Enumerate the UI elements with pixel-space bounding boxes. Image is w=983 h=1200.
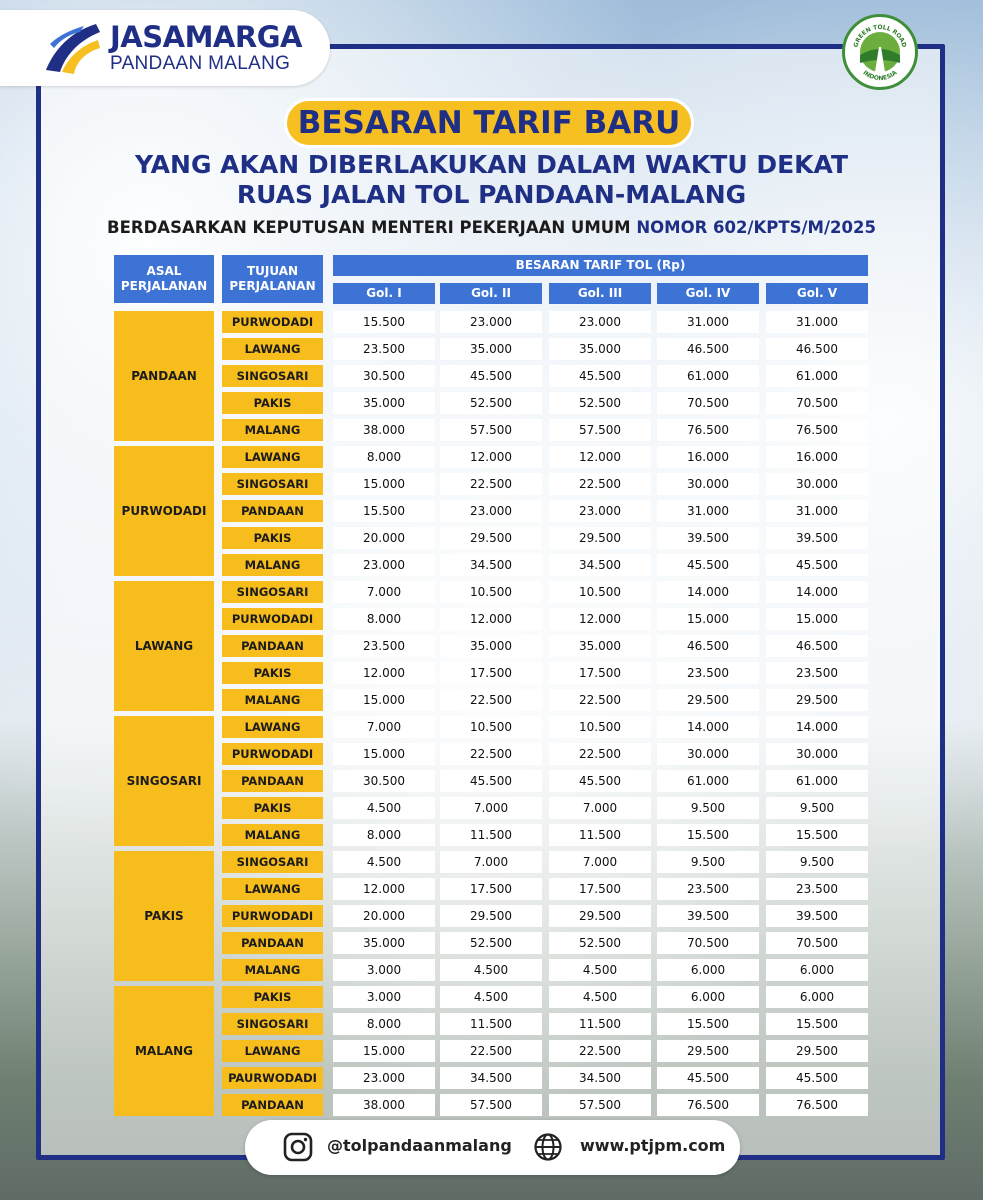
destination-cell: LAWANG bbox=[222, 878, 323, 900]
tariff-cell: 70.500 bbox=[657, 932, 759, 954]
tariff-cell: 52.500 bbox=[549, 932, 651, 954]
tariff-cell: 35.000 bbox=[549, 635, 651, 657]
tariff-cell: 23.500 bbox=[766, 878, 868, 900]
tariff-cell: 46.500 bbox=[657, 635, 759, 657]
tariff-cell: 8.000 bbox=[333, 1013, 435, 1035]
destination-cell: MALANG bbox=[222, 824, 323, 846]
jasamarga-logo-icon bbox=[40, 20, 102, 76]
green-toll-road-badge bbox=[842, 14, 918, 90]
tariff-cell: 15.000 bbox=[333, 473, 435, 495]
header-destination: TUJUAN PERJALANAN bbox=[222, 255, 323, 303]
destination-cell: PAKIS bbox=[222, 797, 323, 819]
tariff-cell: 31.000 bbox=[766, 500, 868, 522]
tariff-cell: 9.500 bbox=[766, 797, 868, 819]
tariff-cell: 76.500 bbox=[657, 1094, 759, 1116]
destination-cell: SINGOSARI bbox=[222, 581, 323, 603]
tariff-cell: 35.000 bbox=[333, 392, 435, 414]
tariff-cell: 57.500 bbox=[549, 1094, 651, 1116]
subtitle-line-2: RUAS JALAN TOL PANDAAN-MALANG bbox=[236, 180, 747, 209]
origin-cell: MALANG bbox=[114, 986, 214, 1116]
badge-bottom-text: INDONESIA bbox=[861, 69, 899, 83]
tariff-cell: 17.500 bbox=[440, 662, 542, 684]
tariff-cell: 61.000 bbox=[657, 770, 759, 792]
destination-cell: MALANG bbox=[222, 554, 323, 576]
tariff-cell: 57.500 bbox=[440, 1094, 542, 1116]
destination-cell: PURWODADI bbox=[222, 743, 323, 765]
tariff-cell: 29.500 bbox=[766, 1040, 868, 1062]
tariff-cell: 30.000 bbox=[766, 743, 868, 765]
tariff-cell: 23.500 bbox=[333, 635, 435, 657]
tariff-cell: 9.500 bbox=[766, 851, 868, 873]
tariff-cell: 30.500 bbox=[333, 770, 435, 792]
tariff-cell: 9.500 bbox=[657, 851, 759, 873]
instagram-handle[interactable]: @tolpandaanmalang bbox=[327, 1136, 512, 1155]
tariff-cell: 70.500 bbox=[766, 932, 868, 954]
tariff-cell: 23.000 bbox=[549, 500, 651, 522]
tariff-cell: 31.000 bbox=[657, 311, 759, 333]
origin-cell: SINGOSARI bbox=[114, 716, 214, 846]
tariff-cell: 10.500 bbox=[549, 716, 651, 738]
tariff-cell: 14.000 bbox=[657, 716, 759, 738]
tariff-cell: 14.000 bbox=[766, 716, 868, 738]
tariff-cell: 35.000 bbox=[440, 338, 542, 360]
tariff-cell: 12.000 bbox=[440, 608, 542, 630]
tariff-cell: 23.000 bbox=[333, 554, 435, 576]
tariff-cell: 35.000 bbox=[333, 932, 435, 954]
destination-cell: LAWANG bbox=[222, 338, 323, 360]
tariff-cell: 22.500 bbox=[549, 743, 651, 765]
origin-cell: PURWODADI bbox=[114, 446, 214, 576]
tariff-cell: 3.000 bbox=[333, 986, 435, 1008]
tariff-cell: 23.000 bbox=[440, 500, 542, 522]
header-class-1: Gol. I bbox=[333, 283, 435, 304]
tariff-cell: 30.000 bbox=[657, 743, 759, 765]
tariff-cell: 52.500 bbox=[440, 392, 542, 414]
destination-cell: PANDAAN bbox=[222, 932, 323, 954]
badge-top-text: GREEN TOLL ROAD bbox=[852, 23, 908, 49]
tariff-cell: 12.000 bbox=[440, 446, 542, 468]
destination-cell: PAKIS bbox=[222, 392, 323, 414]
subtitle-line-1: YANG AKAN DIBERLAKUKAN DALAM WAKTU DEKAT bbox=[134, 150, 849, 179]
tariff-cell: 23.000 bbox=[549, 311, 651, 333]
tariff-cell: 12.000 bbox=[333, 662, 435, 684]
tariff-cell: 14.000 bbox=[657, 581, 759, 603]
destination-cell: LAWANG bbox=[222, 1040, 323, 1062]
tariff-cell: 15.500 bbox=[333, 311, 435, 333]
tariff-cell: 17.500 bbox=[549, 878, 651, 900]
tariff-cell: 35.000 bbox=[549, 338, 651, 360]
tariff-cell: 15.500 bbox=[766, 824, 868, 846]
tariff-cell: 10.500 bbox=[549, 581, 651, 603]
header-origin: ASAL PERJALANAN bbox=[114, 255, 214, 303]
decree-line bbox=[0, 218, 983, 237]
tariff-cell: 22.500 bbox=[549, 689, 651, 711]
header-tariff: BESARAN TARIF TOL (Rp) bbox=[333, 255, 868, 276]
tariff-cell: 76.500 bbox=[657, 419, 759, 441]
destination-cell: PURWODADI bbox=[222, 608, 323, 630]
instagram-icon bbox=[283, 1132, 313, 1162]
destination-cell: LAWANG bbox=[222, 446, 323, 468]
tariff-cell: 45.500 bbox=[657, 1067, 759, 1089]
tariff-cell: 15.000 bbox=[333, 689, 435, 711]
tariff-cell: 38.000 bbox=[333, 1094, 435, 1116]
tariff-cell: 76.500 bbox=[766, 419, 868, 441]
tariff-cell: 29.500 bbox=[440, 905, 542, 927]
destination-cell: LAWANG bbox=[222, 716, 323, 738]
tariff-cell: 45.500 bbox=[766, 554, 868, 576]
tariff-cell: 45.500 bbox=[440, 365, 542, 387]
tariff-cell: 9.500 bbox=[657, 797, 759, 819]
destination-cell: PAKIS bbox=[222, 662, 323, 684]
tariff-cell: 11.500 bbox=[440, 1013, 542, 1035]
tariff-cell: 45.500 bbox=[440, 770, 542, 792]
tariff-cell: 70.500 bbox=[657, 392, 759, 414]
tariff-cell: 22.500 bbox=[440, 473, 542, 495]
tariff-cell: 20.000 bbox=[333, 905, 435, 927]
tariff-cell: 6.000 bbox=[657, 959, 759, 981]
tariff-cell: 39.500 bbox=[657, 527, 759, 549]
logo-block bbox=[0, 10, 330, 86]
origin-cell: PAKIS bbox=[114, 851, 214, 981]
destination-cell: PANDAAN bbox=[222, 635, 323, 657]
destination-cell: MALANG bbox=[222, 419, 323, 441]
globe-icon bbox=[533, 1132, 563, 1162]
tariff-cell: 29.500 bbox=[549, 527, 651, 549]
tariff-cell: 11.500 bbox=[549, 824, 651, 846]
tariff-cell: 23.500 bbox=[766, 662, 868, 684]
tariff-cell: 30.000 bbox=[766, 473, 868, 495]
tariff-cell: 31.000 bbox=[657, 500, 759, 522]
tariff-cell: 31.000 bbox=[766, 311, 868, 333]
tariff-cell: 4.500 bbox=[440, 959, 542, 981]
destination-cell: MALANG bbox=[222, 689, 323, 711]
tariff-cell: 12.000 bbox=[333, 878, 435, 900]
tariff-cell: 61.000 bbox=[657, 365, 759, 387]
tariff-cell: 76.500 bbox=[766, 1094, 868, 1116]
tariff-cell: 45.500 bbox=[766, 1067, 868, 1089]
tariff-cell: 23.000 bbox=[333, 1067, 435, 1089]
tariff-cell: 16.000 bbox=[766, 446, 868, 468]
header-class-3: Gol. III bbox=[549, 283, 651, 304]
tariff-cell: 46.500 bbox=[766, 635, 868, 657]
tariff-cell: 39.500 bbox=[766, 905, 868, 927]
tariff-cell: 39.500 bbox=[766, 527, 868, 549]
tariff-cell: 52.500 bbox=[440, 932, 542, 954]
tariff-cell: 15.500 bbox=[333, 500, 435, 522]
tariff-cell: 22.500 bbox=[440, 743, 542, 765]
tariff-cell: 15.000 bbox=[657, 608, 759, 630]
tariff-cell: 23.500 bbox=[333, 338, 435, 360]
tariff-cell: 57.500 bbox=[440, 419, 542, 441]
destination-cell: PURWODADI bbox=[222, 311, 323, 333]
tariff-cell: 14.000 bbox=[766, 581, 868, 603]
destination-cell: PANDAAN bbox=[222, 770, 323, 792]
footer-contact bbox=[245, 1120, 740, 1175]
tariff-cell: 15.000 bbox=[333, 743, 435, 765]
destination-cell: SINGOSARI bbox=[222, 365, 323, 387]
tariff-cell: 45.500 bbox=[549, 365, 651, 387]
tariff-cell: 7.000 bbox=[549, 851, 651, 873]
tariff-cell: 7.000 bbox=[440, 851, 542, 873]
origin-cell: PANDAAN bbox=[114, 311, 214, 441]
tariff-cell: 46.500 bbox=[657, 338, 759, 360]
tariff-cell: 22.500 bbox=[440, 689, 542, 711]
tariff-cell: 8.000 bbox=[333, 608, 435, 630]
tariff-cell: 4.500 bbox=[440, 986, 542, 1008]
tariff-cell: 6.000 bbox=[657, 986, 759, 1008]
origin-cell: LAWANG bbox=[114, 581, 214, 711]
header-class-4: Gol. IV bbox=[657, 283, 759, 304]
green-toll-road-icon bbox=[845, 17, 915, 87]
tariff-cell: 34.500 bbox=[549, 554, 651, 576]
tariff-cell: 6.000 bbox=[766, 986, 868, 1008]
destination-cell: MALANG bbox=[222, 959, 323, 981]
destination-cell: PAKIS bbox=[222, 527, 323, 549]
tariff-cell: 7.000 bbox=[549, 797, 651, 819]
tariff-cell: 61.000 bbox=[766, 770, 868, 792]
tariff-cell: 3.000 bbox=[333, 959, 435, 981]
tariff-cell: 7.000 bbox=[333, 716, 435, 738]
destination-cell: SINGOSARI bbox=[222, 1013, 323, 1035]
tariff-cell: 17.500 bbox=[549, 662, 651, 684]
tariff-cell: 15.000 bbox=[766, 608, 868, 630]
tariff-cell: 45.500 bbox=[657, 554, 759, 576]
tariff-cell: 4.500 bbox=[333, 797, 435, 819]
tariff-cell: 12.000 bbox=[549, 446, 651, 468]
tariff-cell: 15.000 bbox=[333, 1040, 435, 1062]
tariff-cell: 15.500 bbox=[657, 824, 759, 846]
tariff-cell: 22.500 bbox=[549, 473, 651, 495]
tariff-cell: 46.500 bbox=[766, 338, 868, 360]
tariff-cell: 29.500 bbox=[657, 689, 759, 711]
destination-cell: SINGOSARI bbox=[222, 851, 323, 873]
tariff-cell: 12.000 bbox=[549, 608, 651, 630]
destination-cell: PURWODADI bbox=[222, 905, 323, 927]
destination-cell: PANDAAN bbox=[222, 1094, 323, 1116]
tariff-cell: 11.500 bbox=[440, 824, 542, 846]
tariff-cell: 30.500 bbox=[333, 365, 435, 387]
tariff-cell: 7.000 bbox=[333, 581, 435, 603]
tariff-cell: 34.500 bbox=[549, 1067, 651, 1089]
tariff-cell: 70.500 bbox=[766, 392, 868, 414]
tariff-cell: 29.500 bbox=[440, 527, 542, 549]
tariff-cell: 4.500 bbox=[549, 959, 651, 981]
decree-prefix: BERDASARKAN KEPUTUSAN MENTERI PEKERJAAN UMUM bbox=[107, 218, 631, 237]
tariff-cell: 23.500 bbox=[657, 662, 759, 684]
logo-subtitle: PANDAAN MALANG bbox=[110, 53, 291, 74]
tariff-cell: 8.000 bbox=[333, 824, 435, 846]
logo-title: JASAMARGA bbox=[110, 20, 302, 54]
main-title: BESARAN TARIF BARU bbox=[284, 98, 694, 148]
destination-cell: PANDAAN bbox=[222, 500, 323, 522]
tariff-cell: 29.500 bbox=[766, 689, 868, 711]
header-class-2: Gol. II bbox=[440, 283, 542, 304]
tariff-cell: 7.000 bbox=[440, 797, 542, 819]
tariff-cell: 15.500 bbox=[657, 1013, 759, 1035]
header-class-5: Gol. V bbox=[766, 283, 868, 304]
tariff-cell: 11.500 bbox=[549, 1013, 651, 1035]
tariff-cell: 29.500 bbox=[657, 1040, 759, 1062]
tariff-cell: 35.000 bbox=[440, 635, 542, 657]
tariff-cell: 6.000 bbox=[766, 959, 868, 981]
tariff-cell: 20.000 bbox=[333, 527, 435, 549]
tariff-cell: 52.500 bbox=[549, 392, 651, 414]
tariff-cell: 22.500 bbox=[549, 1040, 651, 1062]
tariff-cell: 23.500 bbox=[657, 878, 759, 900]
tariff-cell: 34.500 bbox=[440, 554, 542, 576]
tariff-cell: 15.500 bbox=[766, 1013, 868, 1035]
tariff-cell: 4.500 bbox=[333, 851, 435, 873]
tariff-cell: 10.500 bbox=[440, 716, 542, 738]
tariff-cell: 8.000 bbox=[333, 446, 435, 468]
destination-cell: SINGOSARI bbox=[222, 473, 323, 495]
tariff-cell: 17.500 bbox=[440, 878, 542, 900]
tariff-cell: 10.500 bbox=[440, 581, 542, 603]
tariff-cell: 57.500 bbox=[549, 419, 651, 441]
tariff-cell: 29.500 bbox=[549, 905, 651, 927]
tariff-cell: 22.500 bbox=[440, 1040, 542, 1062]
tariff-cell: 16.000 bbox=[657, 446, 759, 468]
tariff-cell: 39.500 bbox=[657, 905, 759, 927]
website-link[interactable]: www.ptjpm.com bbox=[580, 1136, 726, 1155]
tariff-cell: 30.000 bbox=[657, 473, 759, 495]
destination-cell: PAURWODADI bbox=[222, 1067, 323, 1089]
tariff-cell: 61.000 bbox=[766, 365, 868, 387]
tariff-cell: 34.500 bbox=[440, 1067, 542, 1089]
tariff-cell: 4.500 bbox=[549, 986, 651, 1008]
destination-cell: PAKIS bbox=[222, 986, 323, 1008]
tariff-cell: 38.000 bbox=[333, 419, 435, 441]
decree-number: NOMOR 602/KPTS/M/2025 bbox=[636, 218, 876, 237]
tariff-cell: 23.000 bbox=[440, 311, 542, 333]
tariff-cell: 45.500 bbox=[549, 770, 651, 792]
